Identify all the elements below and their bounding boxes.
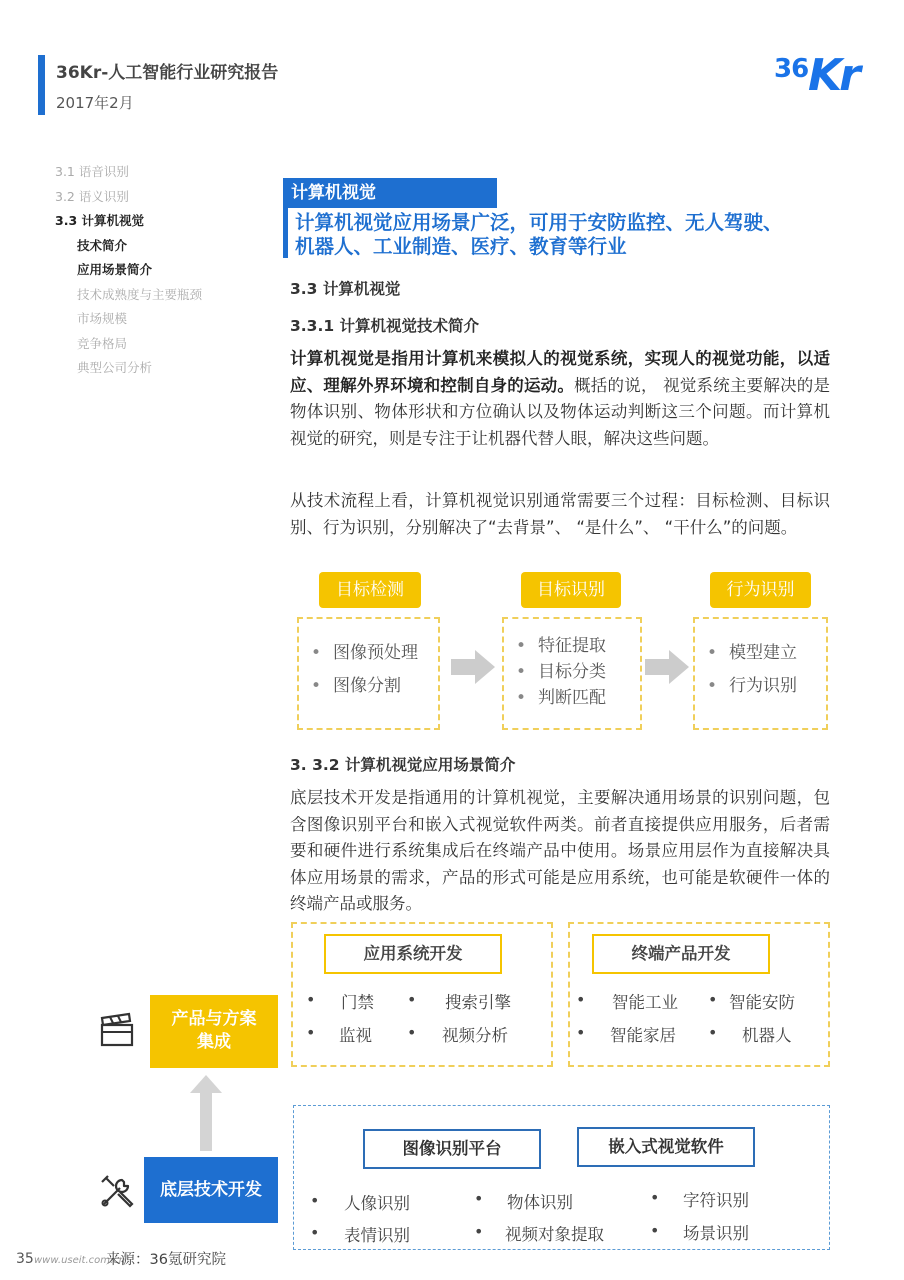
watermark: www.useit.com.cn — [34, 1255, 126, 1266]
base-item: 视频对象提取 — [505, 1225, 604, 1244]
bullet: • — [708, 1023, 718, 1042]
flow-stage-title: 目标检测 — [319, 572, 421, 608]
headline-line-1: 计算机视觉应用场景广泛，可用于安防监控、无人驾驶、 — [295, 211, 783, 234]
toc-item[interactable]: 3.3 计算机视觉 — [55, 213, 144, 228]
paragraph-definition — [290, 346, 830, 452]
bullet: • — [407, 1023, 417, 1042]
flow-stage-box — [693, 617, 828, 730]
flow-item: • 图像预处理 — [311, 637, 438, 670]
logo-kr: Kr — [808, 50, 858, 101]
embedded-software-title: 嵌入式视觉软件 — [577, 1127, 755, 1167]
scenario-item: 监视 — [339, 1026, 372, 1045]
scenario-item: 搜索引擎 — [445, 993, 511, 1012]
base-item: 物体识别 — [507, 1193, 573, 1212]
flow-item: • 图像分割 — [311, 670, 438, 703]
heading-3-3-2: 3. 3.2 计算机视觉应用场景简介 — [290, 756, 516, 774]
toc-item[interactable]: 技术成熟度与主要瓶颈 — [77, 286, 203, 302]
report-title: 36Kr-人工智能行业研究报告 — [56, 63, 279, 83]
toc-item[interactable]: 3.1 语音识别 — [55, 164, 129, 179]
table-of-contents — [55, 160, 275, 381]
clapperboard-icon — [99, 1011, 137, 1049]
paragraph-scenarios: 底层技术开发是指通用的计算机视觉，主要解决通用场景的识别问题，包含图像识别平台和嵌入式视觉软件两类。前者直接提供应用服务，后者需要和硬件进行系统集成后在终端产品中使用。场景应用层作为直接解决具体应用场景的需求，产品的形式可能是应用系统，也可能是软硬件一体的终端产品或服务。 — [290, 788, 830, 913]
scenario-item: 智能安防 — [729, 993, 795, 1012]
paragraph-process: 从技术流程上看，计算机视觉识别通常需要三个过程：目标检测、目标识别、行为识别，分别解决了“去背景”、 “是什么”、 “干什么”的问题。 — [290, 491, 830, 537]
toc-item[interactable]: 应用场景简介 — [77, 262, 153, 277]
heading-3-3-1: 3.3.1 计算机视觉技术简介 — [290, 317, 480, 335]
bullet: • — [474, 1189, 484, 1208]
base-item: 字符识别 — [683, 1191, 749, 1210]
bullet: • — [474, 1222, 484, 1241]
bullet: • — [650, 1188, 660, 1207]
scenario-item: 机器人 — [742, 1026, 792, 1045]
bullet: • — [306, 1023, 316, 1042]
product-integration-label-2: 集成 — [197, 1032, 231, 1052]
product-integration-label-1: 产品与方案 — [171, 1009, 257, 1029]
section-tag: 计算机视觉 — [283, 178, 497, 208]
tools-icon — [98, 1172, 136, 1210]
flow-item: • 特征提取 — [516, 633, 640, 659]
paragraph-definition-rest: 概括的说， 视觉系统主要解决的是物体识别、物体形状和方位确认以及物体运动判断这三个问题。而计算机视觉的研究，则是专注于让机器代替人眼，解决这些问题。 — [290, 375, 831, 448]
section-headline — [295, 211, 855, 259]
report-date: 2017年2月 — [56, 94, 134, 112]
scenario-item: 智能家居 — [610, 1026, 676, 1045]
right-arrow-icon — [451, 650, 495, 684]
flow-stage-title: 行为识别 — [710, 572, 811, 608]
bullet: • — [576, 1023, 586, 1042]
flow-item: • 模型建立 — [707, 637, 826, 670]
app-dev-title: 应用系统开发 — [324, 934, 502, 974]
base-item: 场景识别 — [683, 1224, 749, 1243]
bullet: • — [306, 990, 316, 1009]
flow-item: • 判断匹配 — [516, 685, 640, 711]
section-tag-line — [283, 208, 288, 258]
flow-stage-box — [297, 617, 440, 730]
flow-stage-box — [502, 617, 642, 730]
scenario-item: 门禁 — [341, 993, 374, 1012]
bullet: • — [407, 990, 417, 1009]
toc-item[interactable]: 技术简介 — [77, 237, 128, 253]
bullet: • — [576, 990, 586, 1009]
toc-item[interactable]: 市场规模 — [77, 311, 128, 326]
flow-item: • 目标分类 — [516, 659, 640, 685]
toc-item[interactable]: 3.2 语义识别 — [55, 188, 129, 204]
page-number: 35 — [16, 1251, 34, 1267]
scenario-item: 视频分析 — [442, 1026, 508, 1045]
36kr-logo — [774, 50, 874, 108]
up-arrow-icon — [190, 1075, 222, 1151]
scenario-item: 智能工业 — [612, 993, 678, 1012]
base-item: 人像识别 — [344, 1194, 410, 1213]
flow-stage-title: 目标识别 — [521, 572, 621, 608]
bullet: • — [310, 1223, 320, 1242]
toc-item[interactable]: 典型公司分析 — [77, 360, 153, 375]
base-item: 表情识别 — [344, 1226, 410, 1245]
source-note: 来源：36氪研究院 — [106, 1252, 226, 1268]
base-tech-block: 底层技术开发 — [144, 1157, 278, 1223]
terminal-dev-title: 终端产品开发 — [592, 934, 770, 974]
toc-item[interactable]: 竞争格局 — [77, 335, 128, 351]
bullet: • — [650, 1221, 660, 1240]
image-platform-title: 图像识别平台 — [363, 1129, 541, 1169]
heading-3-3: 3.3 计算机视觉 — [290, 280, 401, 298]
flow-item: • 行为识别 — [707, 670, 826, 703]
headline-line-2: 机器人、工业制造、医疗、教育等行业 — [295, 235, 627, 258]
right-arrow-icon — [645, 650, 689, 684]
logo-36: 36 — [774, 54, 809, 84]
product-integration-block — [150, 995, 278, 1068]
bullet: • — [708, 990, 718, 1009]
paragraph-definition-bold: 计算机视觉是指用计算机来模拟人的视觉系统，实现人的视觉功能，以适应、理解外界环境和控制自身的运动。 — [290, 349, 830, 395]
header-accent-bar — [38, 55, 45, 115]
bullet: • — [310, 1191, 320, 1210]
